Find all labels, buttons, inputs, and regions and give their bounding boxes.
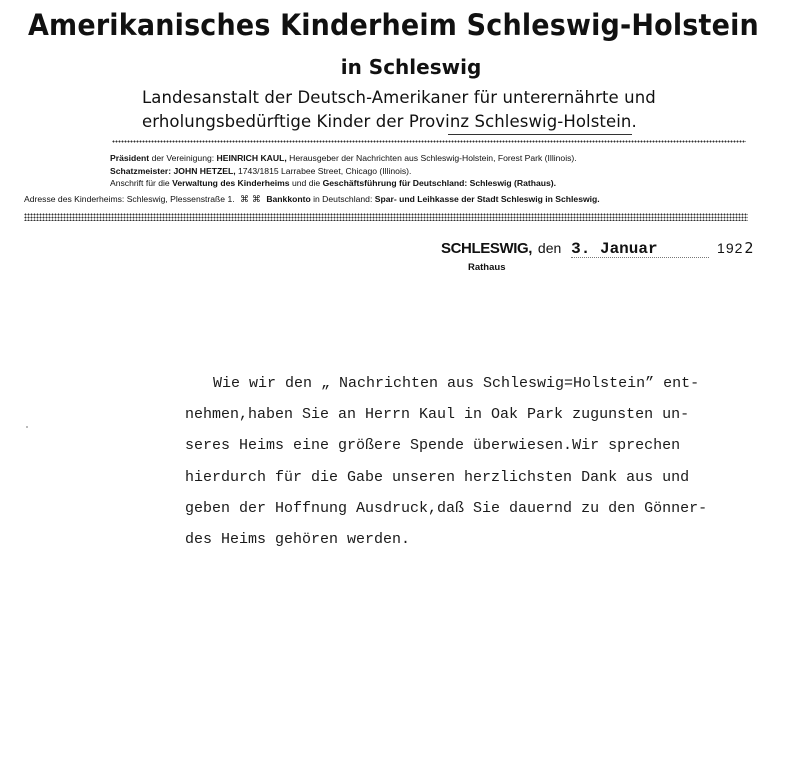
divider bbox=[448, 134, 632, 135]
date-year bbox=[717, 240, 754, 256]
letter-body bbox=[185, 368, 777, 555]
letterhead-subtitle: in Schleswig bbox=[340, 55, 482, 79]
treasurer-line bbox=[110, 165, 411, 178]
address-pre: Anschrift für die bbox=[110, 178, 170, 188]
president-line bbox=[110, 152, 577, 165]
description-line: erholungsbedürftige Kinder der Provinz Schleswig-Holstein. bbox=[142, 112, 637, 131]
description-line: Landesanstalt der Deutsch-Amerikaner für unterernährte und bbox=[142, 88, 656, 107]
treasurer-label: Schatzmeister: bbox=[110, 166, 172, 176]
letter-line: nehmen,haben Sie an Herrn Kaul in Oak Park zugunsten un- bbox=[185, 406, 690, 424]
address-line bbox=[110, 177, 556, 190]
president-label: Präsident bbox=[110, 153, 150, 163]
year-prefix: 192 bbox=[717, 240, 744, 256]
letter-line: seres Heims eine größere Spende überwiesen.Wir sprechen bbox=[185, 437, 681, 455]
president-mid: der Vereinigung: bbox=[151, 153, 215, 163]
dotted-rule-top bbox=[112, 140, 746, 143]
year-suffix: 2 bbox=[744, 239, 755, 257]
dotted-rule-bottom bbox=[24, 213, 748, 221]
ornament-icon: ⌘ ⌘ bbox=[240, 195, 261, 205]
letter-line: hierdurch für die Gabe unseren herzlichsten Dank aus und bbox=[185, 468, 690, 486]
bank-label: Bankkonto bbox=[266, 194, 311, 204]
president-rest: Herausgeber der Nachrichten aus Schleswig-Holstein, Forest Park (Illinois). bbox=[289, 153, 577, 163]
treasurer-rest: 1743/1815 Larrabee Street, Chicago (Illinois). bbox=[238, 166, 412, 176]
date-den: den bbox=[537, 240, 562, 256]
address-mid: und die bbox=[291, 178, 321, 188]
dateline bbox=[441, 239, 754, 258]
date-value: 3. Januar bbox=[571, 241, 709, 258]
dateline-sub: Rathaus bbox=[468, 262, 506, 273]
margin-mark bbox=[26, 426, 28, 428]
date-city: SCHLESWIG, bbox=[441, 240, 533, 257]
letter-line: Wie wir den „ Nachrichten aus Schleswig=Holstein” ent- bbox=[213, 375, 700, 392]
letter-line: geben der Hoffnung Ausdruck,daß Sie dauernd zu den Gönner- bbox=[185, 499, 708, 517]
address-admin: Verwaltung des Kinderheims bbox=[172, 178, 290, 188]
treasurer-name: JOHN HETZEL, bbox=[173, 166, 236, 176]
letterhead-title: Amerikanisches Kinderheim Schleswig-Holstein bbox=[28, 8, 759, 42]
letter-line: des Heims gehören werden. bbox=[185, 531, 411, 549]
home-bank-line bbox=[24, 193, 748, 207]
letterhead-description bbox=[142, 86, 656, 134]
address-management: Geschäftsführung für Deutschland: Schleswig (Rathaus). bbox=[322, 178, 557, 188]
bank-mid: in Deutschland: bbox=[313, 194, 373, 204]
president-name: HEINRICH KAUL, bbox=[216, 153, 287, 163]
home-address: Adresse des Kinderheims: Schleswig, Plessenstraße 1. bbox=[24, 194, 235, 204]
bank-name: Spar- und Leihkasse der Stadt Schleswig in Schleswig. bbox=[374, 194, 600, 204]
